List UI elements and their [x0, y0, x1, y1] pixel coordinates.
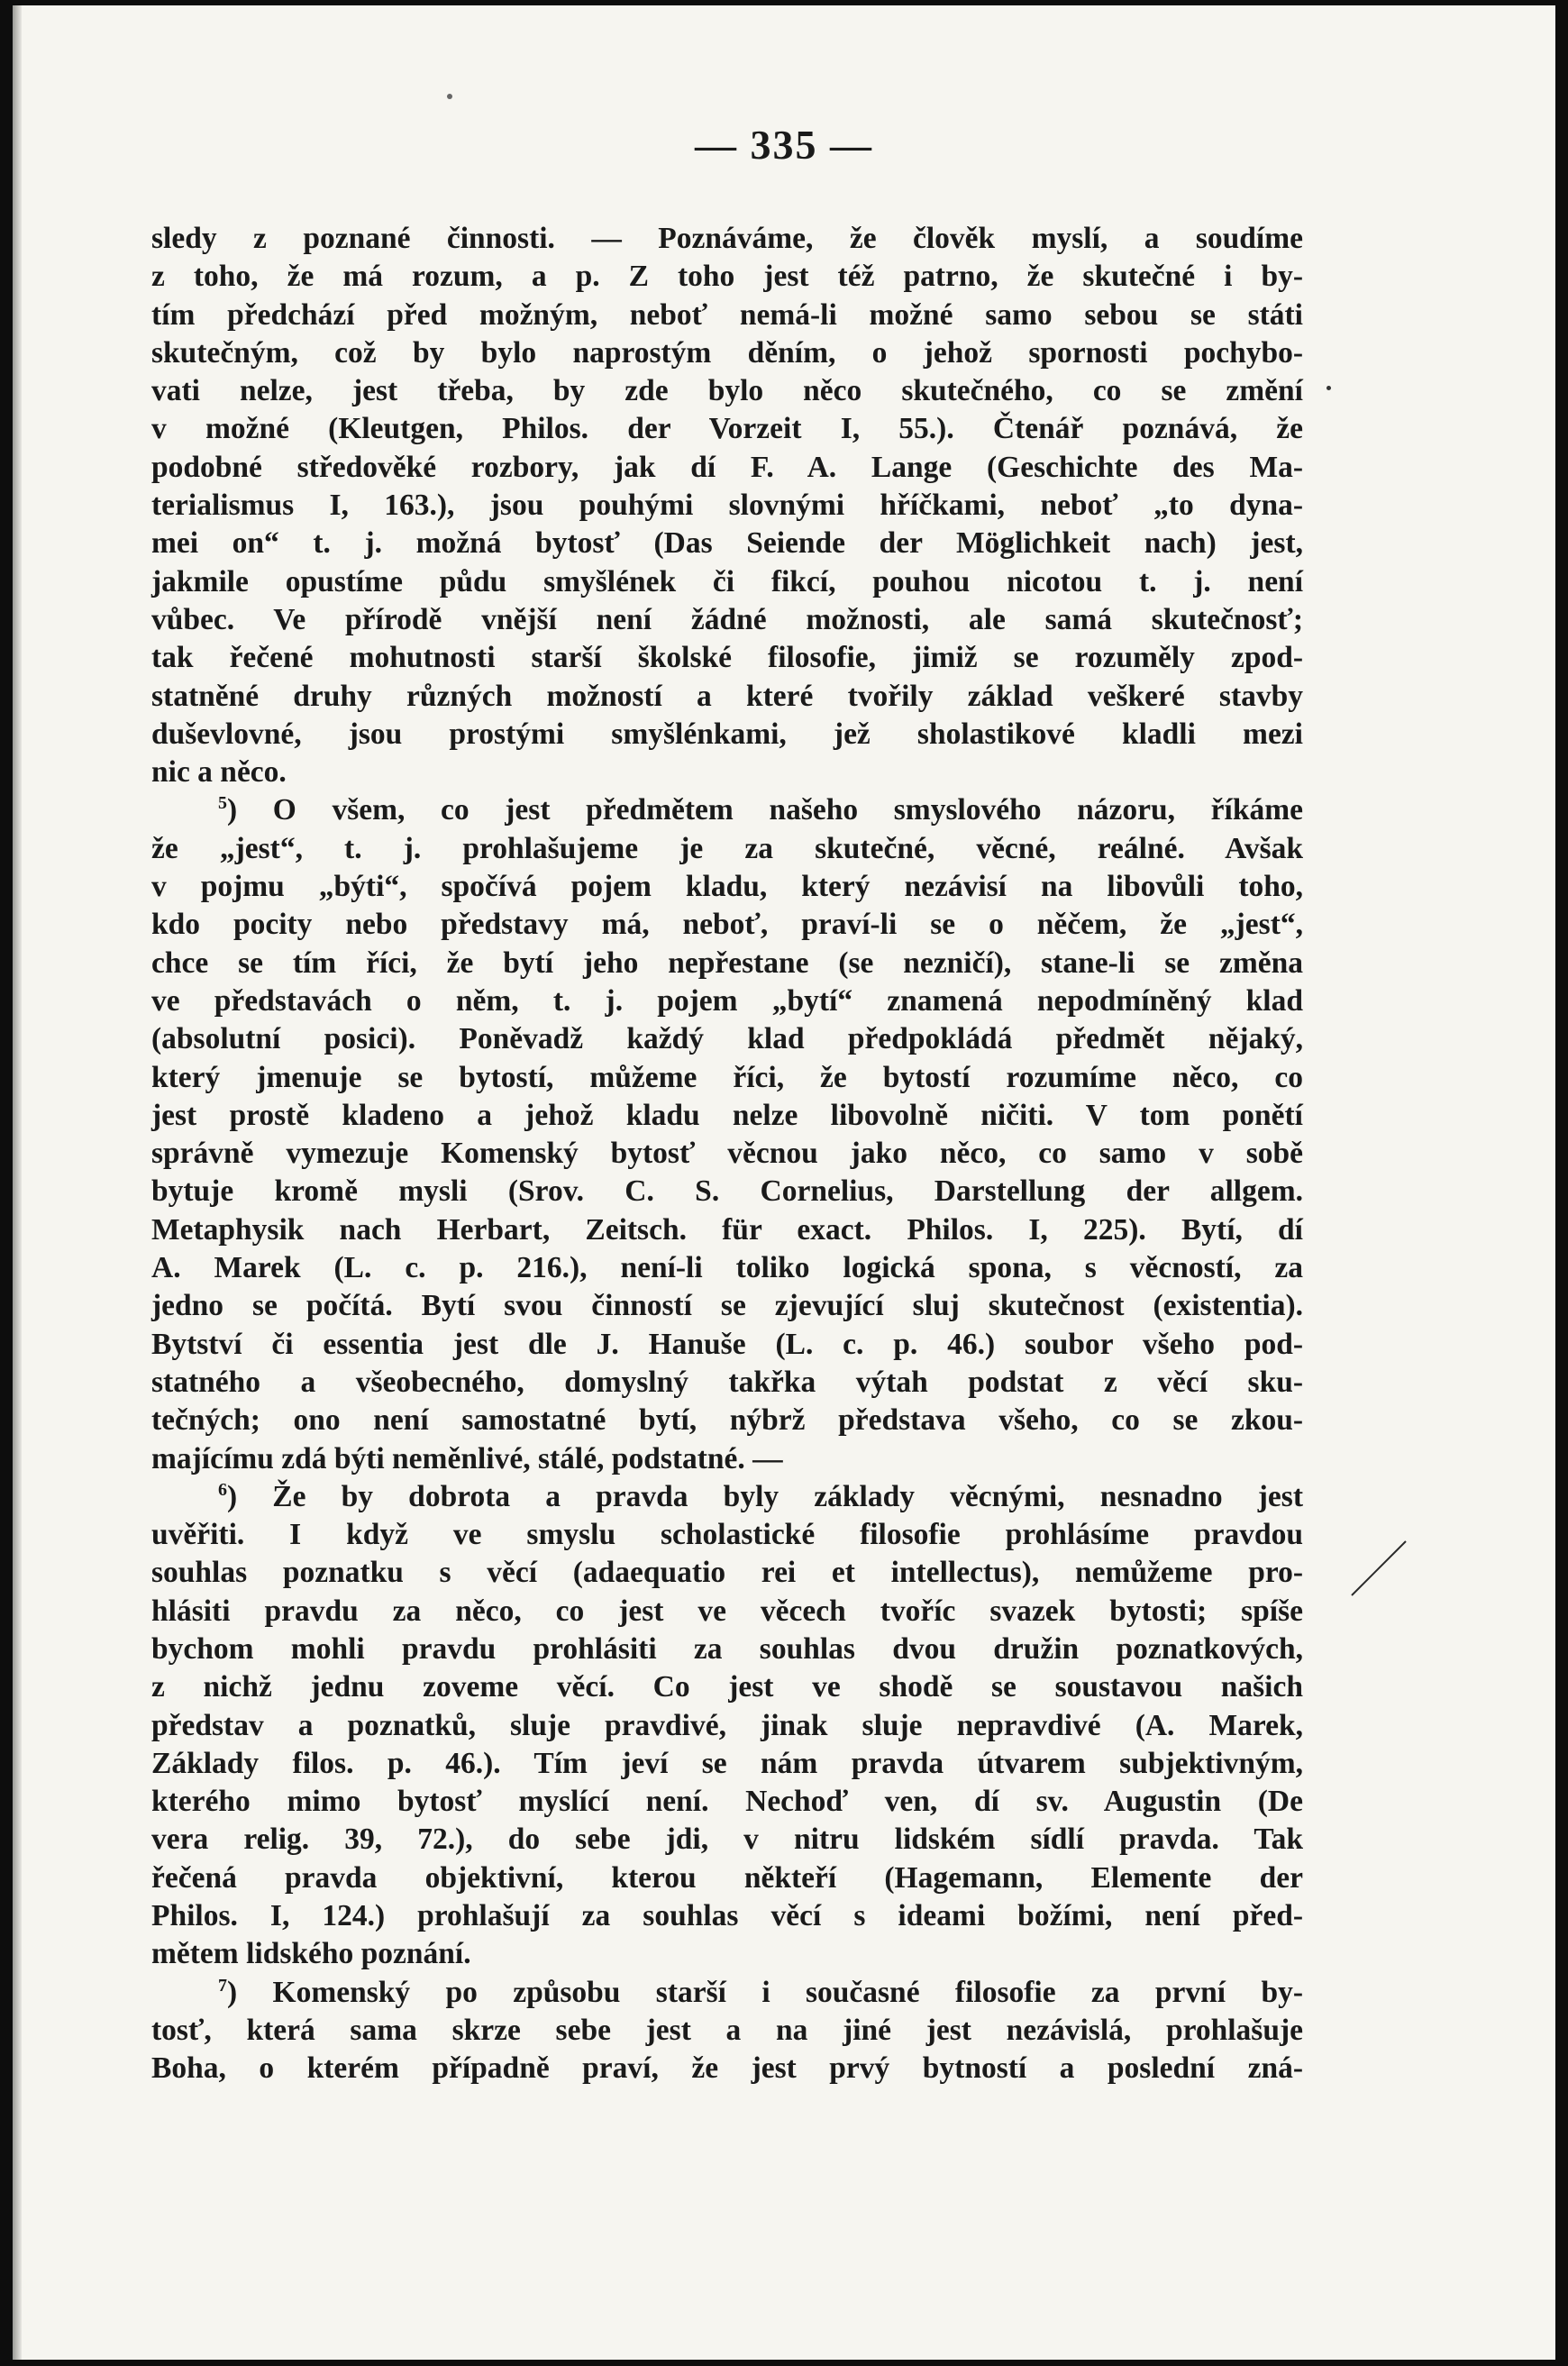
text-line: (absolutní posici). Poněvadž každý klad předpokládá předmět nějaký, — [151, 1022, 1303, 1056]
text-line: vati nelze, jest třeba, by zde bylo něco skutečného, co se změní — [151, 374, 1303, 408]
footnote-5-line: $^5$) O všem, co jest předmětem našeho smyslového názoru, říkáme — [218, 793, 1303, 827]
text-line: v pojmu „býti“, spočívá pojem kladu, který nezávisí na libovůli toho, — [151, 870, 1303, 904]
text-line: majícímu zdá býti neměnlivé, stálé, podstatné. — — [151, 1441, 783, 1475]
scanned-page — [13, 5, 1555, 2360]
text-line: řečená pravda objektivní, kterou někteří (Hagemann, Elemente der — [151, 1860, 1303, 1895]
text-line: tím předchází před možným, neboť nemá-li možné samo sebou se státi — [151, 297, 1303, 332]
footnote-number: 6 — [218, 1479, 227, 1500]
text-line: A. Marek (L. c. p. 216.), není-li toliko logická spona, s věcností, za — [151, 1251, 1303, 1285]
text-line: který jmenuje se bytostí, můžeme říci, že bytostí rozumíme něco, co — [151, 1060, 1303, 1094]
text-line: jest prostě kladeno a jehož kladu nelze libovolně ničiti. V tom ponětí — [151, 1098, 1303, 1132]
text-line: že „jest“, t. j. prohlašujeme je za skutečné, věcné, reálné. Avšak — [151, 831, 1303, 865]
pencil-margin-mark — [1346, 1538, 1409, 1601]
text-line: chce se tím říci, že bytí jeho nepřestane (se nezničí), stane-li se změna — [151, 945, 1303, 980]
text-line: jakmile opustíme půdu smyšlének či fikcí, pouhou nicotou t. j. není — [151, 564, 1303, 598]
text-line: Metaphysik nach Herbart, Zeitsch. für exact. Philos. I, 225). Bytí, dí — [151, 1212, 1303, 1247]
text-line: z toho, že má rozum, a p. Z toho jest též patrno, že skutečné i by- — [151, 260, 1303, 294]
text-line: podobné středověké rozbory, jak dí F. A. Lange (Geschichte des Ma- — [151, 450, 1303, 484]
text-line: bychom mohli pravdu prohlásiti za souhlas dvou družin poznatkových, — [151, 1631, 1303, 1666]
text-line: Philos. I, 124.) prohlašují za souhlas věcí s ideami božími, není před- — [151, 1899, 1303, 1933]
text-line: duševlovné, jsou prostými smyšlénkami, jež sholastikové kladli mezi — [151, 717, 1303, 751]
page-edge-shadow — [13, 5, 22, 2360]
text-line: mětem lidského poznání. — [151, 1937, 471, 1971]
text-line: sledy z poznané činnosti. — Poznáváme, že člověk myslí, a soudíme — [151, 222, 1303, 255]
footnote-number: 5 — [218, 793, 227, 814]
text-line: vera relig. 39, 72.), do sebe jdi, v nitru lidském sídlí pravda. Tak — [151, 1822, 1303, 1857]
text-line: souhlas poznatku s věcí (adaequatio rei et intellectus), nemůžeme pro- — [151, 1556, 1303, 1590]
margin-dot — [1326, 386, 1331, 390]
text-line: z nichž jednu zoveme věcí. Co jest ve shodě se soustavou našich — [151, 1670, 1303, 1704]
text-line: Bytství či essentia jest dle J. Hanuše (L. c. p. 46.) soubor všeho pod- — [151, 1327, 1303, 1361]
footnote-7-line: $^7$) Komenský po způsobu starší i současné filosofie za první by- — [218, 1975, 1303, 2009]
page-number: — 335 — — [695, 122, 873, 168]
text-line: tak řečené mohutnosti starší školské filosofie, jimiž se rozuměly zpod- — [151, 641, 1303, 675]
text-line: tečných; ono není samostatné bytí, nýbrž představa všeho, co se zkou- — [151, 1403, 1303, 1438]
body-text — [151, 220, 1303, 2088]
text-line: uvěřiti. I když ve smyslu scholastické filosofie prohlásíme pravdou — [151, 1518, 1303, 1552]
text-line: kterého mimo bytosť myslící není. Nechoď ven, dí sv. Augustin (De — [151, 1785, 1303, 1819]
text-line: jedno se počítá. Bytí svou činností se zjevující sluj skutečnost (existentia). — [151, 1289, 1303, 1323]
text-line: kdo pocity nebo představy má, neboť, praví-li se o něčem, že „jest“, — [151, 908, 1303, 942]
text-line: statného a všeobecného, domyslný takřka výtah podstat z věcí sku- — [151, 1365, 1303, 1399]
text-line: správně vymezuje Komenský bytosť věcnou jako něco, co samo v sobě — [151, 1137, 1303, 1171]
text-line: nic a něco. — [151, 755, 287, 790]
text-line: představ a poznatků, sluje pravdivé, jinak sluje nepravdivé (A. Marek, — [151, 1708, 1303, 1742]
text-line: hlásiti pravdu za něco, co jest ve věcech tvoříc svazek bytosti; spíše — [151, 1594, 1303, 1628]
text-line: terialismus I, 163.), jsou pouhými slovnými hříčkami, neboť „to dyna- — [151, 489, 1303, 523]
footnote-6-line: $^6$) Že by dobrota a pravda byly základy věcnými, nesnadno jest — [218, 1479, 1303, 1513]
text-line: ve představách o něm, t. j. pojem „bytí“ znamená nepodmíněný klad — [151, 983, 1303, 1018]
text-line: bytuje kromě mysli (Srov. C. S. Cornelius, Darstellung der allgem. — [151, 1174, 1303, 1209]
ink-speck — [447, 94, 452, 99]
text-line: vůbec. Ve přírodě vnější není žádné možnosti, ale samá skutečnosť; — [151, 602, 1303, 636]
text-line: Boha, o kterém případně praví, že jest prvý bytností a poslední zná- — [151, 2051, 1303, 2086]
text-line: statněné druhy různých možností a které tvořily základ veškeré stavby — [151, 679, 1303, 713]
footnote-number: 7 — [218, 1975, 227, 1996]
text-line: Základy filos. p. 46.). Tím jeví se nám pravda útvarem subjektivným, — [151, 1746, 1303, 1780]
text-line: v možné (Kleutgen, Philos. der Vorzeit I, 55.). Čtenář poznává, že — [151, 412, 1303, 446]
text-line: skutečným, což by bylo naprostým děním, o jehož spornosti pochybo- — [151, 335, 1303, 370]
text-line: mei on“ t. j. možná bytosť (Das Seiende der Möglichkeit nach) jest, — [151, 526, 1303, 561]
text-line: tosť, která sama skrze sebe jest a na jiné jest nezávislá, prohlašuje — [151, 2013, 1303, 2047]
